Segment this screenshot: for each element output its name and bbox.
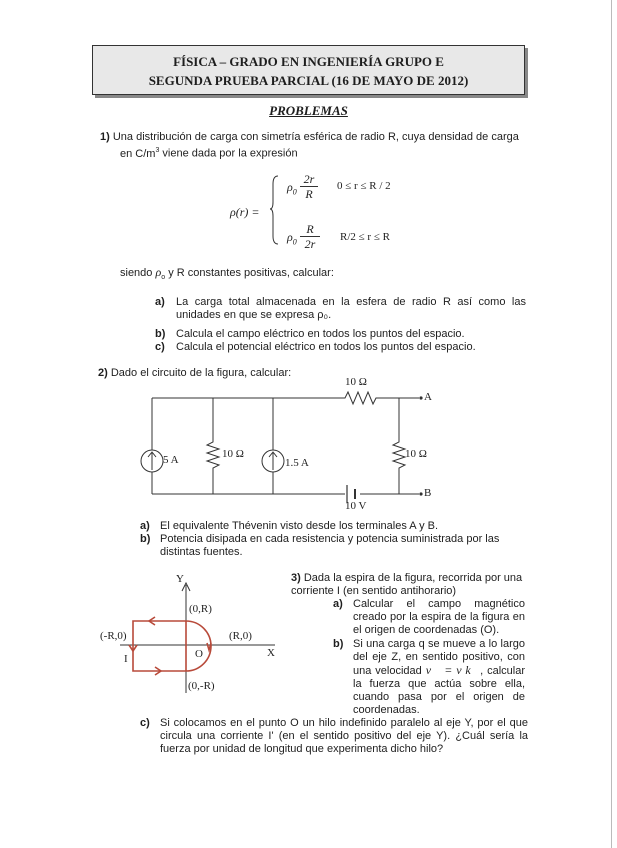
- p3-item-a-text: Calcular el campo magnético creado por la espira de la figura en el origen de coordenadas (O).: [353, 598, 525, 636]
- section-title: PROBLEMAS: [269, 103, 348, 118]
- circuit-battery-label: 10 V: [345, 500, 367, 512]
- circuit-right-res-label: 10 Ω: [405, 448, 427, 460]
- formula-brace: [270, 172, 280, 247]
- p3-item-b-text: Si una carga q se mueve a lo largo del eje Z, en sentido positivo, con una velocidad v⃗ = v k⃗, calcular la fuerza que actúa sobre ella, cuando pasa por el origen de coordenadas.: [353, 638, 525, 716]
- formula-case2-frac: R 2r: [300, 222, 320, 251]
- formula-case1-coef: $\rho_0$: [287, 180, 297, 197]
- p3-item-b-label: b): [333, 638, 344, 650]
- p1-intro-a: Una distribución de carga con simetría esférica de radio R, cuya densidad de carga: [112, 131, 519, 143]
- formula-case2-cond: R/2 ≤ r ≤ R: [340, 231, 390, 243]
- p3-intro: 3) Dada la espira de la figura, recorrida por una corriente I (en sentido antihorario): [291, 572, 523, 597]
- p2-intro: 2) Dado el circuito de la figura, calcular:: [98, 367, 292, 379]
- fig-current-label: I: [124, 653, 128, 665]
- fig-point-right: (R,0): [229, 630, 252, 642]
- circuit-mid-res-label: 10 Ω: [222, 448, 244, 460]
- circuit-mid-resistor: [207, 398, 219, 494]
- terminal-b-dot: [419, 492, 422, 495]
- p2-item-b-text: Potencia disipada en cada resistencia y potencia suministrada por las distintas fuentes.: [160, 533, 500, 558]
- header-line-1: FÍSICA – GRADO EN INGENIERÍA GRUPO E: [173, 54, 444, 69]
- circuit-terminal-a: A: [424, 391, 432, 403]
- fig-y-axis-label: Y: [176, 573, 184, 585]
- circuit-top-res-label: 10 Ω: [345, 376, 367, 388]
- circuit-src1-label: 5 A: [163, 454, 179, 466]
- p1-item-b-label: b): [155, 328, 166, 340]
- p2-item-b-label: b): [140, 533, 151, 545]
- fig-point-bottom: (0,-R): [188, 680, 215, 692]
- p3-item-a-label: a): [333, 598, 343, 610]
- p1-item-a-text: La carga total almacenada en la esfera de radio R así como las unidades en que se expresa ρ₀.: [176, 296, 526, 321]
- p1-intro: [100, 131, 550, 161]
- p1-item-c-text: Calcula el potencial eléctrico en todos los puntos del espacio.: [176, 341, 476, 353]
- formula-case1-frac: 2r R: [300, 172, 318, 201]
- fig-x-axis-label: X: [267, 647, 275, 659]
- p1-item-a-label: a): [155, 296, 165, 308]
- p2-item-a-label: a): [140, 520, 150, 532]
- fig-point-left: (-R,0): [100, 630, 127, 642]
- p1-intro-c: viene dada por la expresión: [159, 147, 298, 160]
- fig-point-top: (0,R): [189, 603, 212, 615]
- formula-case2-coef: $\rho_0$: [287, 230, 297, 247]
- circuit-top-resistor: [152, 392, 419, 404]
- p1-intro-b: en C/m: [120, 147, 156, 160]
- current-loop: [129, 617, 211, 675]
- circuit-terminal-b: B: [424, 487, 432, 499]
- p1-intro-sup: 3: [155, 147, 160, 154]
- formula-lhs: ρ(r) =: [230, 205, 260, 219]
- circuit-right-resistor: [393, 398, 405, 494]
- p3-item-c-text: Si colocamos en el punto O un hilo indefinido paralelo al eje Y, por el que circula una corriente I' (en el sentido positivo del eje Y). ¿Cuál sería la fuerza por unidad de longitud que experimenta dicho hilo?: [160, 717, 528, 755]
- exam-header: [92, 45, 525, 95]
- terminal-a-dot: [419, 396, 422, 399]
- header-line-2: SEGUNDA PRUEBA PARCIAL (16 DE MAYO DE 2012): [148, 73, 469, 88]
- formula-case1-cond: 0 ≤ r ≤ R / 2: [337, 180, 391, 192]
- circuit-diagram: [140, 372, 440, 517]
- p1-item-b-text: Calcula el campo eléctrico en todos los puntos del espacio.: [176, 328, 465, 340]
- fig-origin-label: O: [195, 648, 203, 660]
- circuit-src2-label: 1.5 A: [285, 457, 309, 469]
- p1-siendo: siendo $\rho_o$ y R constantes positivas, calcular:: [120, 265, 334, 282]
- p1-number: 1): [100, 131, 110, 143]
- page-edge-line: [611, 0, 612, 848]
- p1-item-c-label: c): [155, 341, 165, 353]
- p3-item-c-label: c): [140, 717, 150, 729]
- p2-item-a-text: El equivalente Thévenin visto desde los terminales A y B.: [160, 520, 439, 532]
